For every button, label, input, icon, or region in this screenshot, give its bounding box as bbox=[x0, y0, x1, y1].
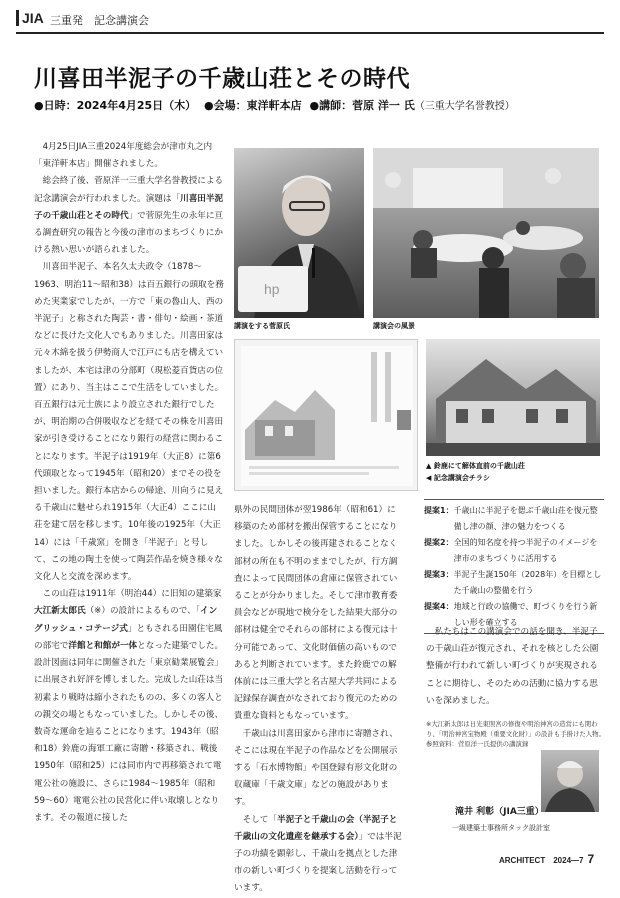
header bbox=[16, 6, 604, 36]
page-number: 7 bbox=[587, 852, 595, 866]
event-lecturer: ●講師：菅原 洋一 氏 bbox=[309, 99, 415, 112]
body-column-3 bbox=[426, 624, 602, 710]
event-meta bbox=[34, 97, 515, 113]
header-rule bbox=[16, 32, 604, 34]
event-date: ●日時：2024年4月25日（木） bbox=[34, 99, 197, 112]
event-venue: ●会場：東洋軒本店 bbox=[204, 99, 302, 112]
photo2-caption: 講演会の風景 bbox=[373, 322, 415, 330]
footer bbox=[499, 852, 594, 866]
flyer-image bbox=[234, 339, 418, 491]
paragraph: 川喜田半泥子、本名久太夫政令（1878～1963、明治11～昭和38）は百五銀行の頭取を務めた実業家でしたが、一方で「東の魯山人、西の半泥子」と称された陶芸・書・俳句・絵画・茶道などに長けた文化人でもありました。川喜田家は元々木綿を扱う伊勢商人で江戸にも店を構えていましたが、本宅は津の分部町（現松菱百貨店の位置）にあり、当主はここで生活をしていました。百五銀行は元士族により設立された銀行でしたが、明治期の合併吸収などを経てその株を川喜田家が引き受けることになり銀行の経営に関わることになります。半泥子は1919年（大正8）に第6代頭取となって1945年（昭和20）までその役を担いました。銀行本店からの帰途、川向うに見える千歳山に魅せられ1915年（大正4）ここに山荘を建て居を移します。10年後の1925年（大正14）には「千歳窯」を開き「半泥子」と号して、この地の陶土を使って陶芸作品を焼き様々な文化人と交流を深めます。 bbox=[34, 262, 224, 583]
paragraph: 総会終了後、菅原洋一三重大学名誉教授による記念講演会が行われました。演題は「川喜田半泥子の千歳山荘とその時代」で菅原先生の永年に亘る調査研究の報告と今後の津市のまちづくりにかける熱い思いが語られました。 bbox=[34, 176, 224, 256]
paragraph: 千歳山は川喜田家から津市に寄贈され、そこには現在半泥子の作品などを公開展示する「石水博物館」や国登録有形文化財の収蔵庫「千歳文庫」などの施設があります。 bbox=[234, 728, 398, 808]
paragraph: 私たちはこの講演会での話を聞き、半泥子の千歳山荘が復元され、それを核とした公園整備が行われて新しい町づくりが実現されることに期待し、そのための活動に協力する思いを深めました。 bbox=[426, 627, 599, 706]
body-column-2 bbox=[234, 502, 404, 898]
paragraph: この山荘は1911年（明治44）に旧知の建築家大江新太郎氏（※）の設計によるもので、「イングリッシュ・コテージ式」ともされる田園住宅風の部宅で洋館と和館が一体となった建築でした。設計図面は同年に開催された「東京勧業展覧会」に出展され好評を博しました。完成した山荘は当初素より戦時は縮小されたものの、多くの客人との親交の場ともなっていました。しかしその後、数奇な運命を辿ることになります。1943年（昭和18）鈴鹿の海軍工廠に寄贈・移築され、戦後1950年（昭和25）には同市内で再移築されて電電公社の施設に、さらに1984～1985年（昭和59～60）電電公社の民営化に伴い取壊しとなります。その報道に接した bbox=[34, 589, 224, 823]
section-label: 三重発 記念講演会 bbox=[50, 14, 149, 27]
proposals-box bbox=[424, 499, 604, 634]
lecturer-affiliation: （三重大学名誉教授） bbox=[414, 101, 515, 112]
proposal-item: 提案4： 地域と行政の協働で、町づくりを行う新しい形を確立する bbox=[424, 602, 598, 627]
author-photo bbox=[541, 750, 599, 812]
proposal-item: 提案1： 千歳山に半泥子を偲ぶ千歳山荘を復元整備し津の顔、津の魅力をつくる bbox=[424, 506, 598, 531]
paragraph: 県外の民間団体が翌1986年（昭和61）に移築のため部材を搬出保管することになりました。しかしその後再建されることなく部材の所在も不明のままでしたが、行方調査によって民間団体の倉庫に保管されていることが分かりました。そして津市教育委員会などが現地で検分をした結果大部分の部材は健全でそれらの部材による復元は十分可能であって、文化財価値の高いものであると判断されています。また鈴鹿での解体前には三重大学と名古屋大学共同による記録保存調査がなされており復元のための貴重な資料ともなっています。 bbox=[234, 505, 398, 722]
jia-logo: JIA bbox=[22, 10, 44, 26]
article-title: 川喜田半泥子の千歳山荘とその時代 bbox=[34, 66, 410, 92]
magazine-label: ARCHITECT 2024―7 bbox=[499, 856, 584, 865]
paragraph: 4月25日JIA三重2024年度総会が津市丸之内「東洋軒本店」開催されました。 bbox=[34, 142, 213, 170]
logo-bar bbox=[16, 10, 19, 26]
venue-photo bbox=[373, 148, 599, 318]
body-column-1 bbox=[34, 139, 224, 827]
flyer-caption: ◀ 記念講演会チラシ bbox=[426, 474, 490, 482]
svg-text:hp: hp bbox=[264, 281, 280, 297]
paragraph: そして「半泥子と千歳山の会（半泥子と千歳山の文化遺産を継承する会）」では半泥子の功績を顕彰し、千歳山を拠点とした津市の新しい町づくりを提案し活動を行っています。 bbox=[234, 814, 402, 894]
lecturer-photo bbox=[234, 148, 364, 318]
author-affiliation: 一級建築士事務所タック設計室 bbox=[452, 824, 550, 832]
photo1-caption: 講演をする菅原氏 bbox=[234, 322, 290, 330]
proposal-item: 提案2： 全国的知名度を持つ半泥子のイメージを津市のまちづくりに活用する bbox=[424, 538, 598, 563]
footnote: ※大江新太郎は日光東照宮の修復や明治神宮の造営にも関わり、「明治神宮宝物殿（重要文化財）」の設計も手掛けた人物。 参照資料：菅原洋一氏提供の講演録 bbox=[426, 720, 605, 748]
cottage-photo bbox=[426, 339, 600, 456]
photo4-caption: ▲ 鈴鹿にて解体直前の千歳山荘 bbox=[426, 462, 525, 470]
author-name: 滝井 利彰（JIA三重） bbox=[455, 807, 544, 817]
proposal-item: 提案3： 半泥子生誕150年（2028年）を目標とした千歳山の整備を行う bbox=[424, 570, 602, 595]
